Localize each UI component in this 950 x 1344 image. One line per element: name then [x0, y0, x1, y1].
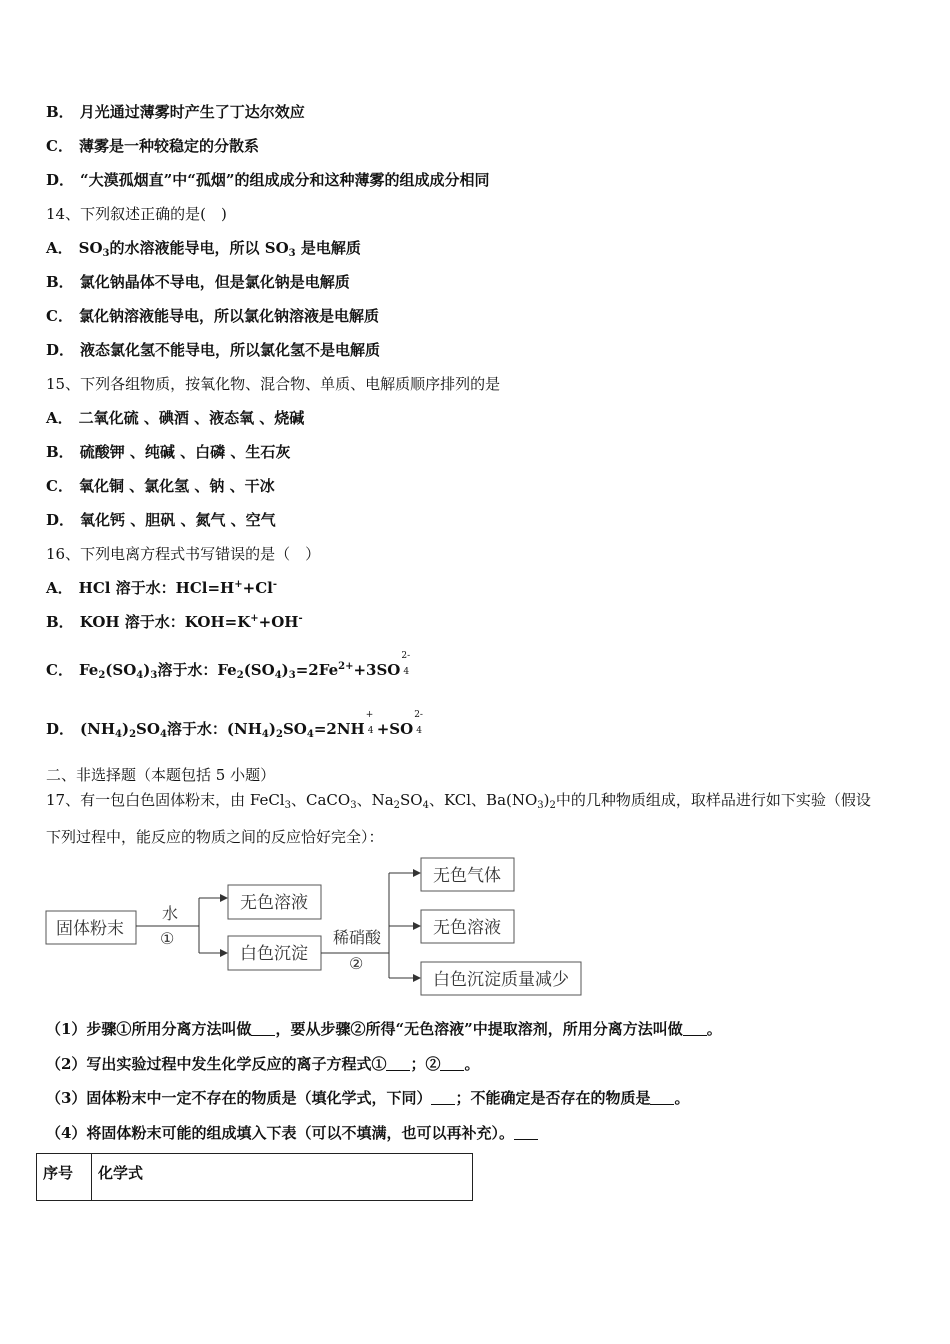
box-colorless-solution-2-label: 无色溶液: [433, 918, 501, 938]
q14-option-b: B． 氯化钠晶体不导电，但是氯化钠是电解质: [46, 273, 350, 291]
sulfate-ion-label: 2- 4: [401, 651, 411, 677]
step1-number-label: ①: [160, 929, 175, 948]
q17-part4: （4）将固体粉末可能的组成填入下表（可以不填满，也可以再补充）。: [46, 1123, 538, 1143]
q17-part2: （2）写出实验过程中发生化学反应的离子方程式① ；② 。: [46, 1055, 480, 1073]
q14-option-a: A． $SO_3$的水溶液能导电，所以 $SO_3$ 是电解质: [46, 239, 361, 259]
answer-blank[interactable]: [514, 1123, 538, 1140]
step2-number-label: ②: [349, 954, 364, 973]
q15-option-a: A． 二氧化硫 、碘酒 、液态氧 、烧碱: [46, 409, 305, 427]
step2-reagent-label: 稀硝酸: [333, 928, 382, 947]
step1-reagent-label: 水: [162, 904, 179, 923]
box-colorless-solution-1-label: 无色溶液: [240, 893, 308, 913]
q16-stem: 16、下列电离方程式书写错误的是（ ）: [46, 545, 321, 563]
answer-blank[interactable]: [650, 1088, 674, 1105]
q17-stem-line1: 17、有一包白色固体粉末，由 FeCl$_3$、CaCO$_3$、$Na_2SO_4$、KCl、$Ba(NO_3)_2$中的几种物质组成，取样品进行如下实验（假设: [46, 791, 871, 811]
q14-stem: 14、下列叙述正确的是( ): [46, 205, 227, 223]
q14-option-c: C． 氯化钠溶液能导电，所以氯化钠溶液是电解质: [46, 307, 379, 325]
ammonium-ion-label: + 4: [365, 710, 374, 736]
table-row: [37, 1154, 473, 1201]
q17-part1: （1）步骤①所用分离方法叫做 ，要从步骤②所得“无色溶液”中提取溶剂，所用分离方法叫做 。: [46, 1020, 722, 1038]
table-header-formula: 化学式: [92, 1154, 473, 1201]
q16-option-a: A． HCl 溶于水：HCl=H++Cl-: [46, 579, 277, 597]
answer-blank[interactable]: [251, 1019, 275, 1036]
section-title: 二、非选择题（本题包括 5 小题）: [46, 766, 276, 784]
q15-option-b: B． 硫酸钾 、纯碱 、白磷 、生石灰: [46, 443, 291, 461]
answer-blank[interactable]: [440, 1054, 464, 1071]
experiment-flow-diagram: [44, 856, 604, 1002]
box-solid-powder-label: 固体粉末: [56, 919, 124, 939]
q14-option-d: D． 液态氯化氢不能导电，所以氯化氢不是电解质: [46, 341, 381, 359]
box-colorless-gas-label: 无色气体: [433, 866, 501, 886]
box-precipitate-decrease-label: 白色沉淀质量减少: [433, 970, 569, 990]
answer-blank[interactable]: [683, 1019, 707, 1036]
q15-option-d: D． 氧化钙 、胆矾 、氮气 、空气: [46, 511, 276, 529]
q15-stem: 15、下列各组物质，按氧化物、混合物、单质、电解质顺序排列的是: [46, 375, 501, 393]
answer-blank[interactable]: [386, 1054, 410, 1071]
q13-option-d: D． “大漠孤烟直”中“孤烟”的组成成分和这种薄雾的组成成分相同: [46, 171, 490, 189]
q17-stem-line2: 下列过程中，能反应的物质之间的反应恰好完全）：: [46, 828, 384, 846]
q15-option-c: C． 氧化铜 、氯化氢 、钠 、干冰: [46, 477, 275, 495]
sulfate-ion-label: 2- 4: [414, 710, 423, 736]
q16-option-b: B． KOH 溶于水：KOH=K++OH-: [46, 613, 303, 631]
q17-part3: （3）固体粉末中一定不存在的物质是（填化学式，下同） ；不能确定是否存在的物质是 。: [46, 1089, 690, 1107]
q13-option-c: C． 薄雾是一种较稳定的分散系: [46, 137, 259, 155]
composition-table: [36, 1153, 473, 1201]
q13-option-b: B． 月光通过薄雾时产生了丁达尔效应: [46, 103, 305, 121]
answer-blank[interactable]: [431, 1088, 455, 1105]
q16-option-c: C． $Fe_2(SO_4)_3$溶于水：$Fe_2(SO_4)_3=2Fe^{2+}+3SO$ 2- 4: [46, 660, 412, 680]
q16-option-d: D． $(NH_4)_2SO_4$溶于水：$(NH_4)_2SO_4=2NH$ + 4 +SO 2- 4: [46, 719, 425, 739]
box-white-precipitate-label: 白色沉淀: [240, 944, 308, 964]
table-header-index: 序号: [37, 1154, 92, 1201]
